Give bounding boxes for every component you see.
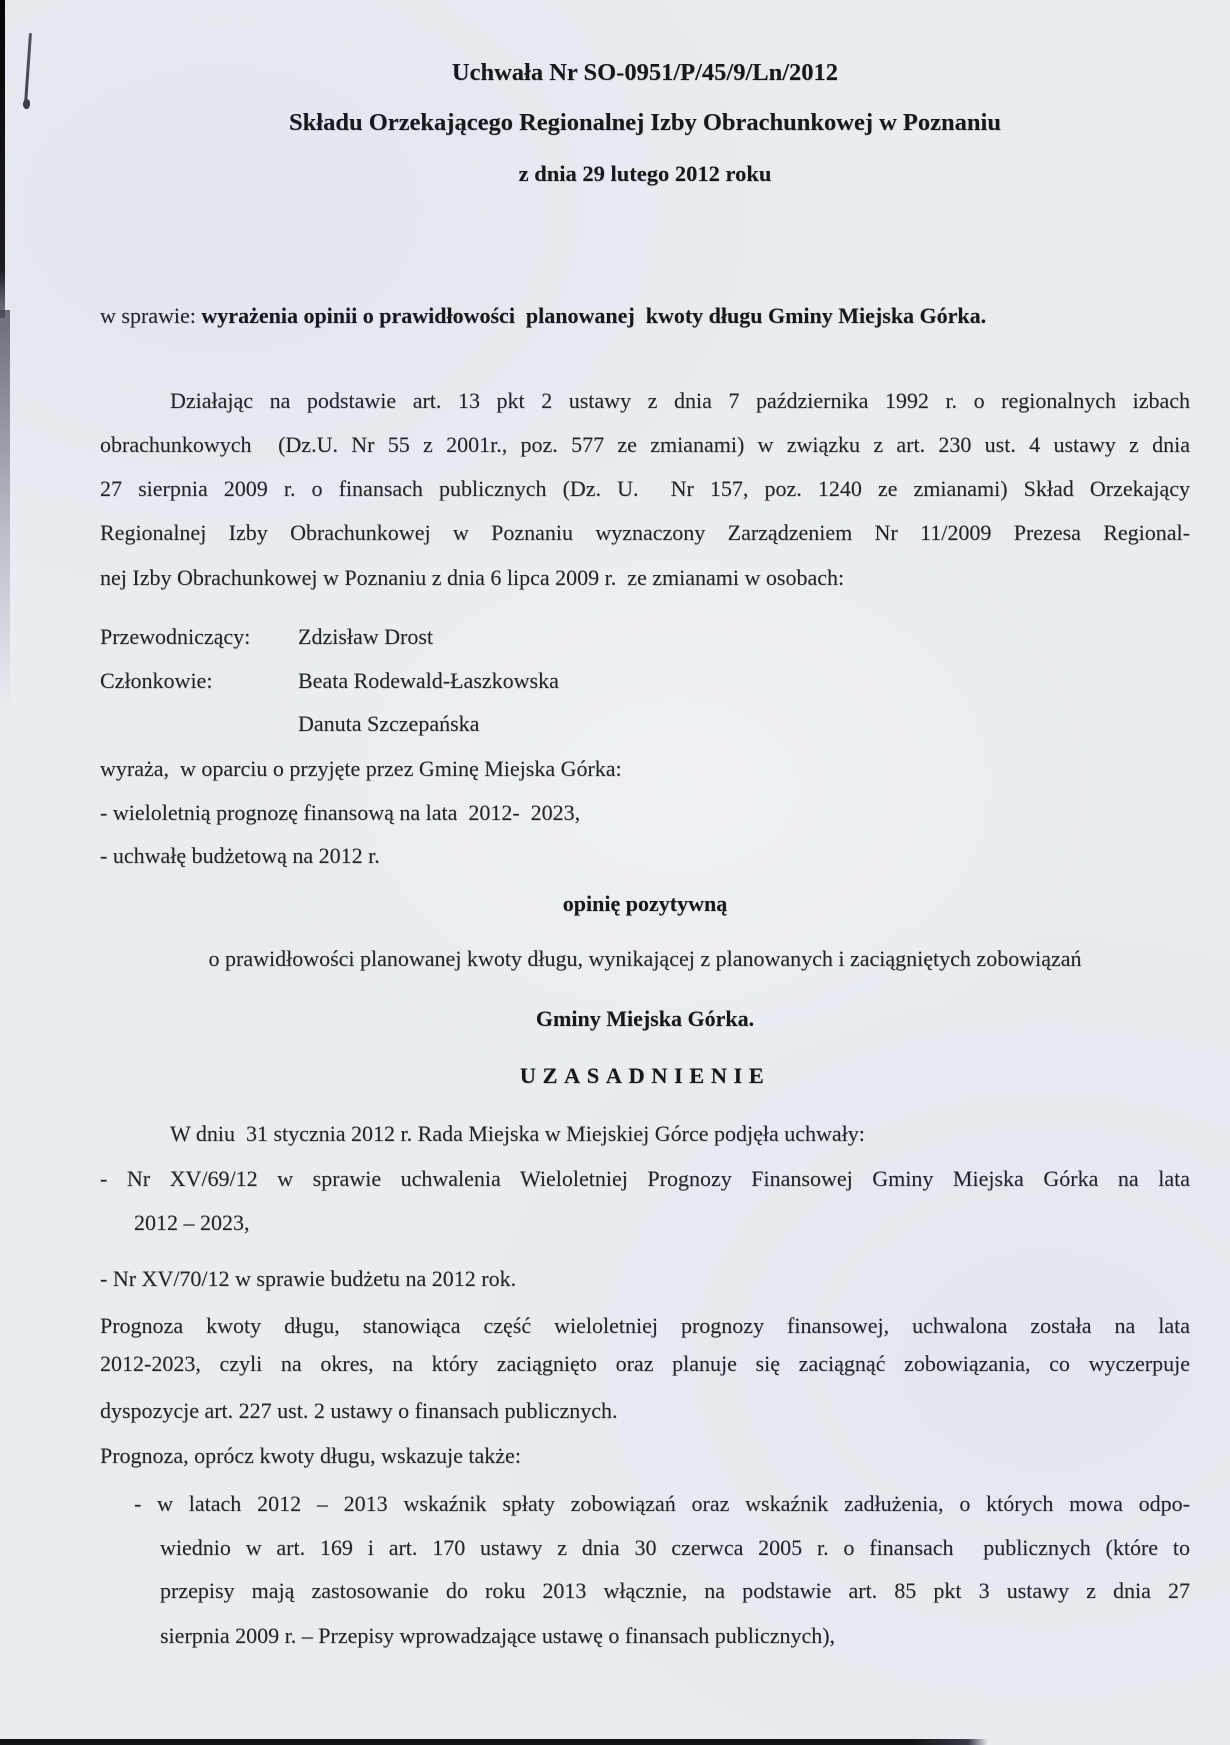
panel-members-label: Członkowie: (100, 668, 213, 693)
justification-heading: UZASADNIENIE (519, 1063, 771, 1088)
bullet-line: - w latach 2012 – 2013 wskaźnik spłaty zobowiązań oraz wskaźnik zadłużenia, o których mowa odpo- (134, 1491, 1190, 1516)
opinion-statement: opinię pozytywną (562, 891, 728, 916)
document-title-date: z dnia 29 lutego 2012 roku (518, 161, 772, 186)
panel-member-name: Beata Rodewald-Łaszkowska (298, 668, 559, 693)
subject-prefix: w sprawie: (100, 303, 202, 328)
issuance-item: - wieloletnią prognozę finansową na lata 2012- 2023, (100, 800, 581, 825)
legal-basis-line: obrachunkowych (Dz.U. Nr 55 z 2001r., poz. 577 ze zmianami) w związku z art. 230 ust. 4 ustawy z dnia (100, 432, 1190, 457)
resolution-item: - Nr XV/70/12 w sprawie budżetu na 2012 rok. (100, 1266, 517, 1291)
resolution-item-continuation: 2012 – 2023, (134, 1210, 250, 1235)
panel-chairman-name: Zdzisław Drost (298, 624, 434, 649)
pen-mark-blob (22, 99, 30, 110)
legal-basis-line: Regionalnej Izby Obrachunkowej w Poznaniu wyznaczony Zarządzeniem Nr 11/2009 Prezesa Regional- (100, 520, 1190, 545)
bullet-line: przepisy mają zastosowanie do roku 2013 włącznie, na podstawie art. 85 pkt 3 ustawy z dnia 27 (160, 1578, 1190, 1603)
bullet-line: wiednio w art. 169 i art. 170 ustawy z dnia 30 czerwca 2005 r. o finansach publicznych (które to (160, 1535, 1190, 1560)
panel-member-row (100, 711, 1190, 737)
forecast-indicates-line: Prognoza, oprócz kwoty długu, wskazuje także: (100, 1443, 521, 1468)
document-title-number: Uchwała Nr SO-0951/P/45/9/Ln/2012 (451, 59, 839, 86)
bullet-line: sierpnia 2009 r. – Przepisy wprowadzające ustawę o finansach publicznych), (160, 1623, 836, 1648)
resolution-item: - Nr XV/69/12 w sprawie uchwalenia Wieloletniej Prognozy Finansowej Gminy Miejska Górka na lata (100, 1166, 1190, 1191)
justification-intro: W dniu 31 stycznia 2012 r. Rada Miejska w Miejskiej Górce podjęła uchwały: (170, 1121, 865, 1146)
panel-chairman-row (100, 624, 1190, 650)
issuance-item: - uchwałę budżetową na 2012 r. (100, 843, 380, 868)
legal-basis-line: Działając na podstawie art. 13 pkt 2 ustawy z dnia 7 października 1992 r. o regionalnych izbach (170, 388, 1190, 413)
scan-edge-left-shadow (0, 310, 10, 710)
document-title-body: Składu Orzekającego Regionalnej Izby Obrachunkowej w Poznaniu (289, 109, 1001, 136)
issuance-intro: wyraża, w oparciu o przyjęte przez Gminę Miejska Górka: (100, 756, 622, 781)
scan-edge-bottom (0, 1739, 988, 1745)
opinion-entity: Gminy Miejska Górka. (535, 1006, 755, 1031)
panel-members-row (100, 668, 1190, 694)
scan-edge-left-black (0, 0, 5, 318)
opinion-scope: o prawidłowości planowanej kwoty długu, wynikającej z planowanych i zaciągniętych zobowiązań (208, 946, 1082, 971)
legal-basis-line: 27 sierpnia 2009 r. o finansach publicznych (Dz. U. Nr 157, poz. 1240 ze zmianami) Skład Orzekający (100, 476, 1190, 501)
forecast-paragraph-line: 2012-2023, czyli na okres, na który zaciągnięto oraz planuje się zaciągnąć zobowiązania, co wyczerpuje (100, 1351, 1190, 1376)
subject-text: wyrażenia opinii o prawidłowości planowanej kwoty długu Gminy Miejska Górka. (201, 303, 987, 328)
panel-member-name: Danuta Szczepańska (298, 711, 480, 736)
legal-basis-line: nej Izby Obrachunkowej w Poznaniu z dnia 6 lipca 2009 r. ze zmianami w osobach: (100, 565, 845, 590)
forecast-paragraph-line: dyspozycje art. 227 ust. 2 ustawy o finansach publicznych. (100, 1398, 618, 1423)
subject-line (100, 303, 1190, 329)
forecast-paragraph-line: Prognoza kwoty długu, stanowiąca część wieloletniej prognozy finansowej, uchwalona została na lata (100, 1313, 1190, 1338)
panel-chairman-label: Przewodniczący: (100, 624, 251, 649)
pen-mark (24, 33, 32, 105)
